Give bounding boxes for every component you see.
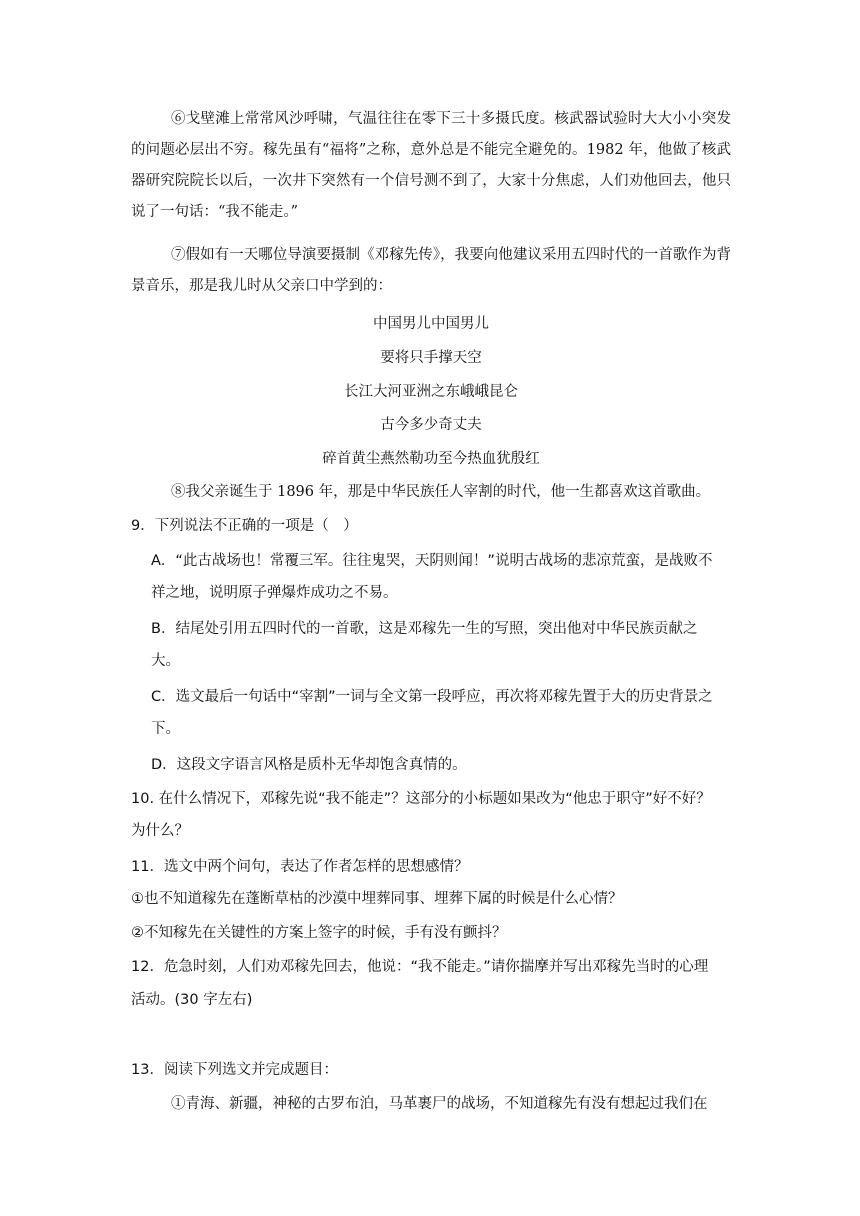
question-12-line: 活动。(30 字左右) <box>131 992 253 1008</box>
poem-line: 中国男儿中国男儿 <box>373 316 489 332</box>
poem-line: 碎首黄尘燕然勒功至今热血犹殷红 <box>322 451 540 467</box>
question-10-line: 10. 在什么情况下，邓稼先说“我不能走”？这部分的小标题如果改为“他忠于职守”好不好？ <box>131 791 711 807</box>
option-c-line: C．选文最后一句话中“宰割”一词与全文第一段呼应，再次将邓稼先置于大的历史背景之 <box>151 689 713 705</box>
passage-paragraph-8: ⑧我父亲诞生于 1896 年，那是中华民族任人宰割的时代，他一生都喜欢这首歌曲。 <box>171 484 711 500</box>
question-13-stem: 13．阅读下列选文并完成题目： <box>131 1062 338 1078</box>
question-12-line: 12．危急时刻，人们劝邓稼先回去，他说：“我不能走。”请你揣摩并写出邓稼先当时的心理 <box>131 959 709 975</box>
question-11-stem: 11．选文中两个问句，表达了作者怎样的思想感情？ <box>131 859 469 875</box>
option-c-line: 下。 <box>151 721 180 737</box>
poem-line: 古今多少奇丈夫 <box>380 417 482 433</box>
question-9-option-d: D．这段文字语言风格是质朴无华却饱含真情的。 <box>151 757 467 773</box>
question-10-line: 为什么？ <box>131 823 189 839</box>
poem-line: 长江大河亚洲之东峨峨昆仑 <box>344 384 518 400</box>
poem-line: 要将只手撑天空 <box>380 350 482 366</box>
passage-paragraph-7: ⑦假如有一天哪位导演要摄制《邓稼先传》，我要向他建议采用五四时代的一首歌作为背景音乐，那是我儿时从父亲口中学到的： <box>131 247 731 294</box>
option-a-line: 祥之地，说明原子弹爆炸成功之不易。 <box>151 585 398 601</box>
passage-paragraph-6: ⑥戈壁滩上常常风沙呼啸，气温往往在零下三十多摄氏度。核武器试验时大大小小突发的问题必层出不穷。稼先虽有“福将”之称，意外总是不能完全避免的。1982 年，他做了核武器研究院院长以后，一次井下突然有一个信号测不到了，大家十分焦虑，人们劝他回去，他只说了一句话：“我不能走。” <box>131 111 731 220</box>
question-11-sub-1: ①也不知道稼先在蓬断草枯的沙漠中埋葬同事、埋葬下属的时候是什么心情？ <box>131 891 623 907</box>
question-13-paragraph-1: ①青海、新疆，神秘的古罗布泊，马革裹尸的战场，不知道稼先有没有想起过我们在 <box>171 1096 708 1112</box>
question-11-sub-2: ②不知稼先在关键性的方案上签字的时候，手有没有颤抖？ <box>131 925 507 941</box>
option-b-line: 大。 <box>151 653 180 669</box>
option-a-line: A．“此古战场也！常覆三军。往往鬼哭，天阴则闻！”说明古战场的悲凉荒蛮，是战败不 <box>151 553 713 569</box>
question-9-stem: 9．下列说法不正确的一项是（ ） <box>131 518 358 534</box>
option-b-line: B．结尾处引用五四时代的一首歌，这是邓稼先一生的写照，突出他对中华民族贡献之 <box>151 621 698 637</box>
